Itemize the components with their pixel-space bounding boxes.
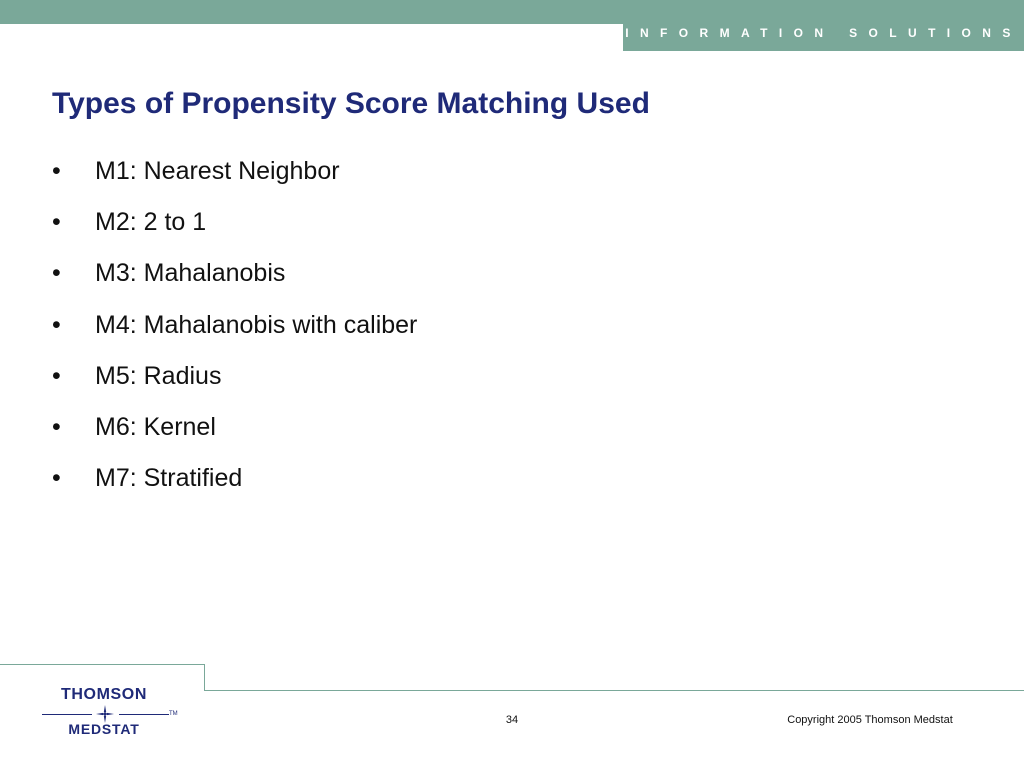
bullet-text: M6: Kernel <box>95 412 216 441</box>
slide-title: Types of Propensity Score Matching Used <box>52 87 650 120</box>
bullet-text: M2: 2 to 1 <box>95 208 207 237</box>
bullet-marker: • <box>52 464 61 493</box>
top-accent-bar <box>0 0 1024 24</box>
bullet-text: M3: Mahalanobis <box>95 259 286 288</box>
logo-wordmark-bottom: MEDSTAT <box>68 721 140 737</box>
bullet-marker: • <box>52 412 61 441</box>
bullet-text: M1: Nearest Neighbor <box>95 157 340 185</box>
bullet-marker: • <box>52 310 61 339</box>
footer-rule-step <box>204 664 205 691</box>
thomson-medstat-logo <box>38 686 180 740</box>
copyright-notice: Copyright 2005 Thomson Medstat <box>787 714 953 726</box>
header-tagline: INFORMATION SOLUTIONS <box>625 26 1022 40</box>
bullet-marker: • <box>52 259 61 288</box>
footer-rule <box>204 690 1024 691</box>
bullet-text: M4: Mahalanobis with caliber <box>95 310 418 339</box>
footer-rule <box>0 664 205 665</box>
bullet-marker: • <box>52 208 61 237</box>
trademark-mark: TM <box>169 711 178 717</box>
page-number: 34 <box>505 714 519 726</box>
logo-rule <box>119 714 169 715</box>
bullet-text: M7: Stratified <box>95 464 243 493</box>
bullet-marker: • <box>52 157 61 185</box>
logo-rule <box>42 714 92 715</box>
bullet-marker: • <box>52 361 61 390</box>
logo-wordmark-top: THOMSON <box>61 686 147 703</box>
bullet-text: M5: Radius <box>95 361 222 390</box>
